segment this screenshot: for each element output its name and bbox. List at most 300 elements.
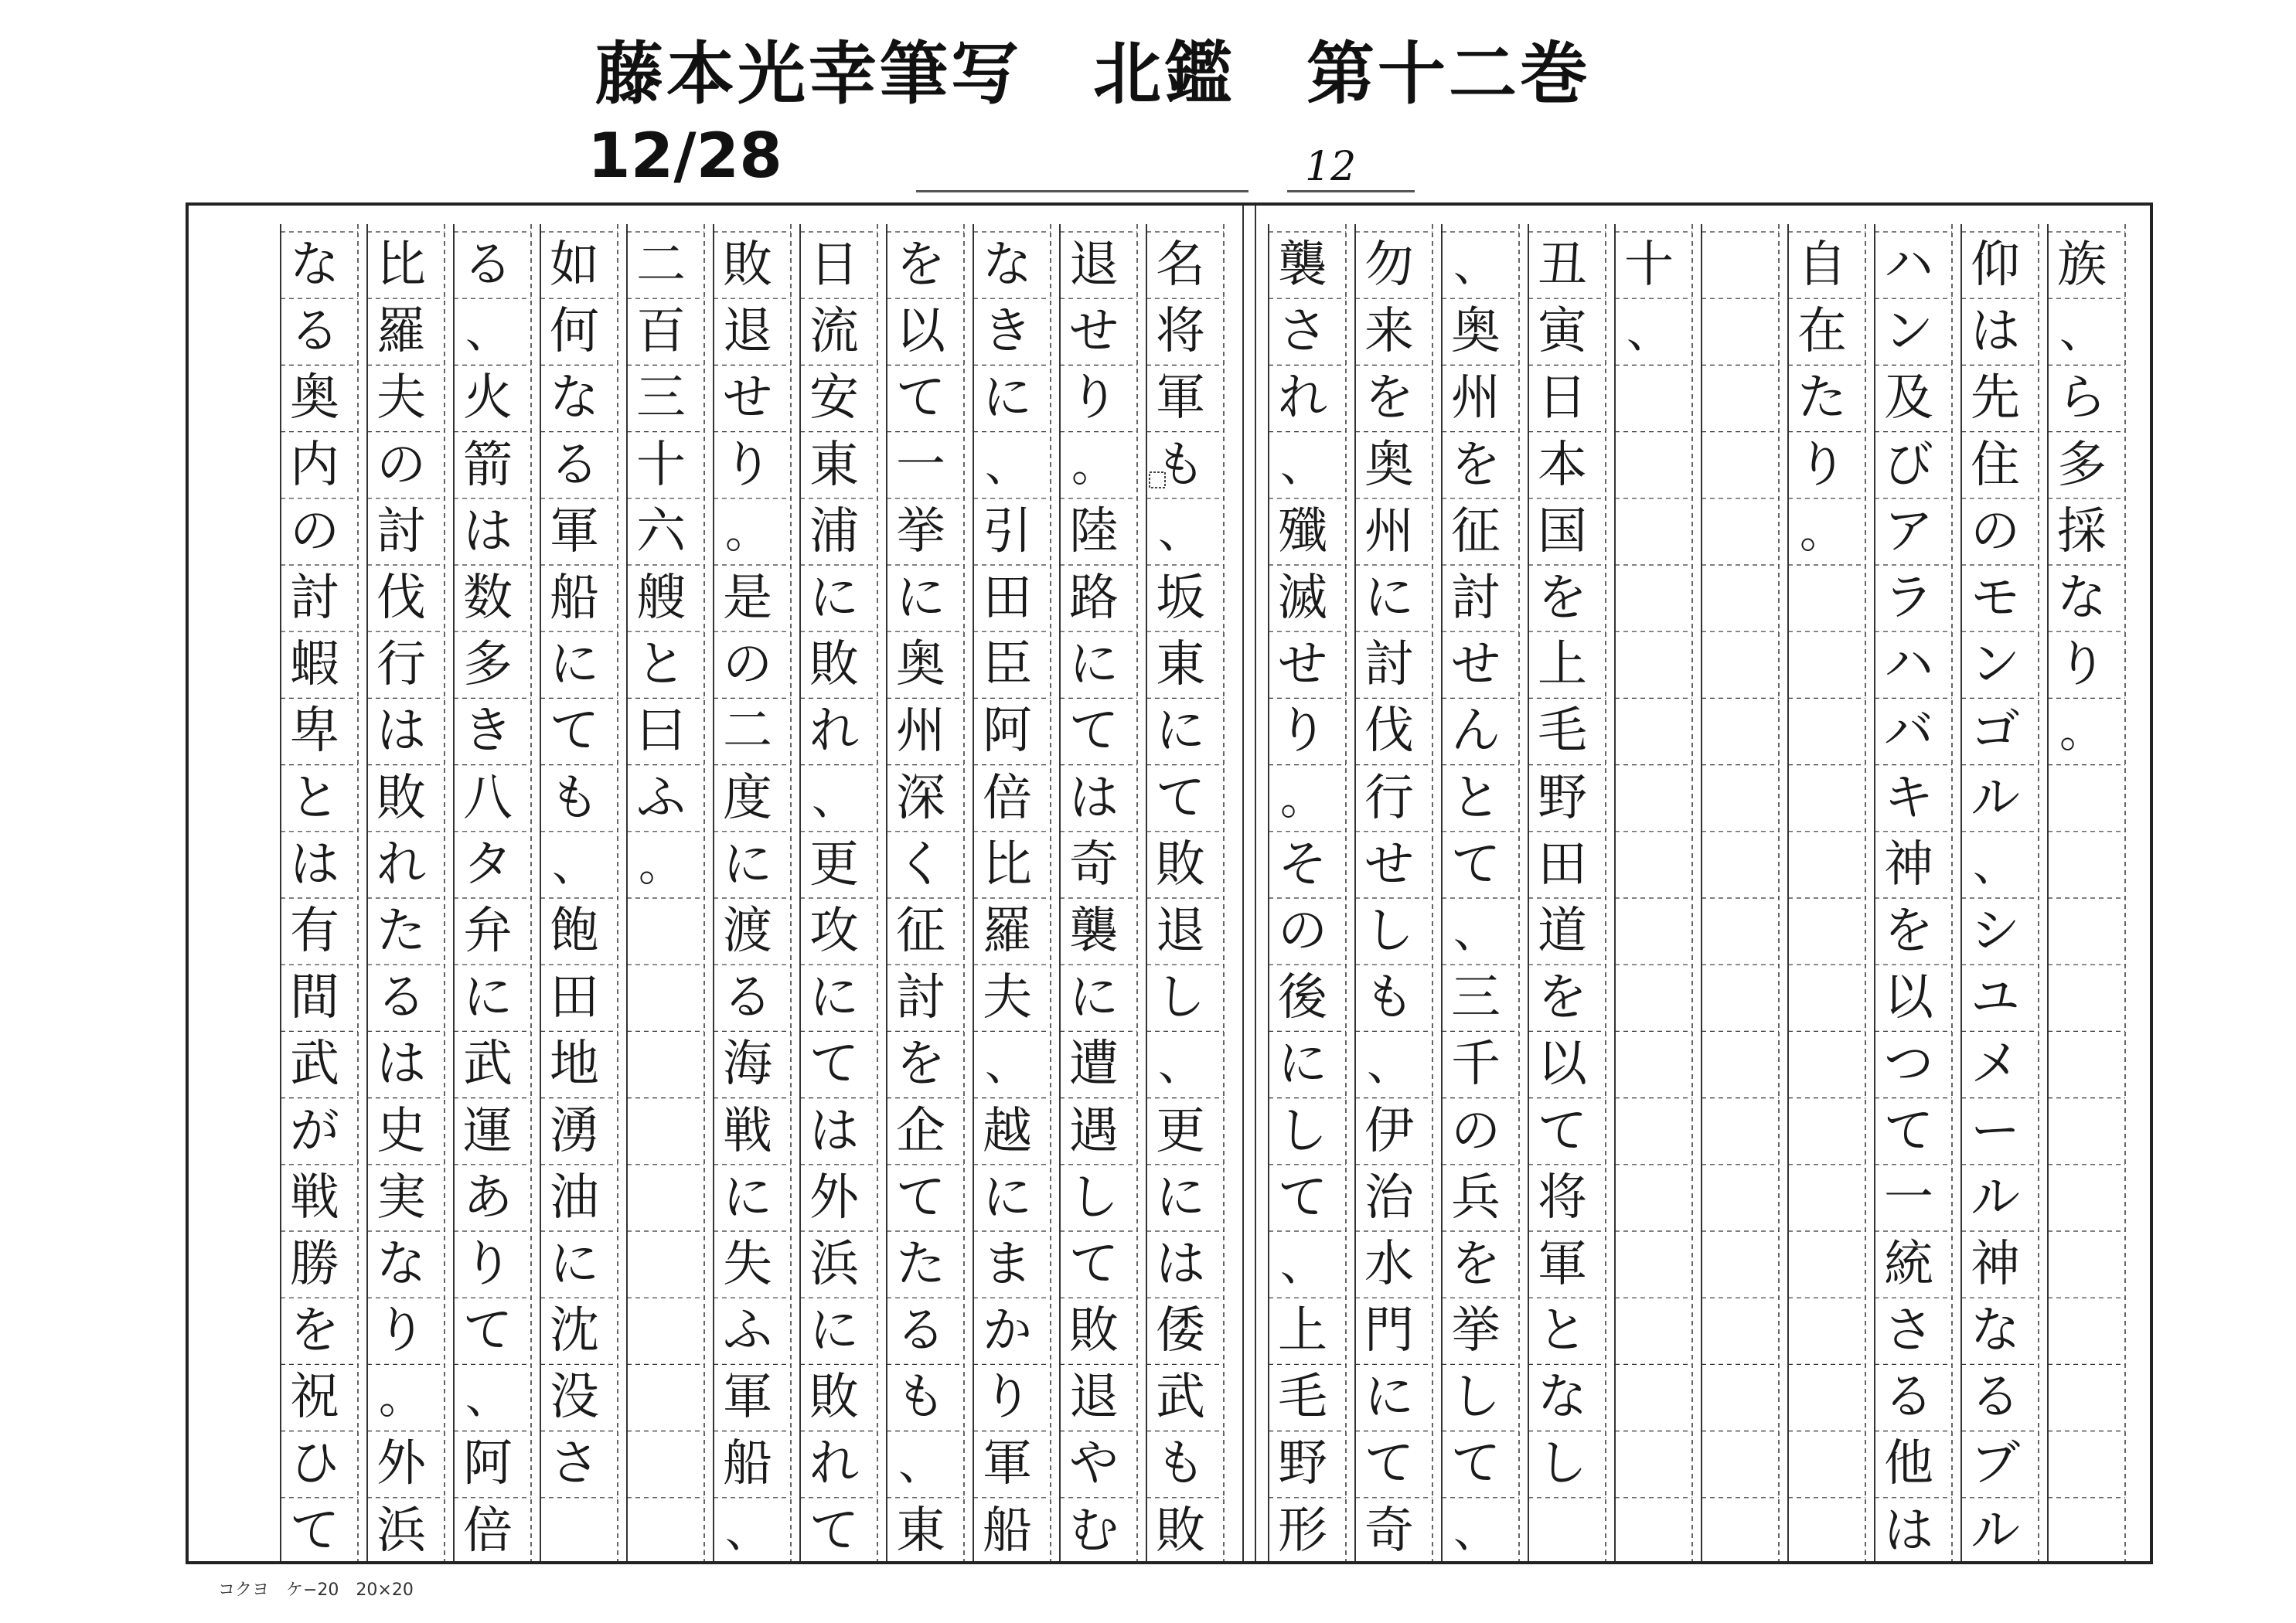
manuscript-cell: 征 [1451, 502, 1501, 560]
manuscript-cell: 地 [550, 1036, 599, 1094]
punch-hole-mark [1149, 471, 1166, 488]
manuscript-cell: な [550, 369, 599, 427]
manuscript-cell [622, 1165, 700, 1231]
manuscript-cell: 族 [2057, 236, 2107, 294]
manuscript-cell: ン [1884, 303, 1933, 361]
manuscript-cell: せ [1278, 636, 1327, 694]
manuscript-cell: そ [1278, 835, 1327, 893]
manuscript-cell: 、 [1972, 838, 2018, 891]
manuscript-cell: 軍 [723, 1369, 772, 1427]
manuscript-column [276, 232, 353, 1564]
manuscript-cell [1610, 965, 1688, 1031]
manuscript-cell: り [1278, 703, 1327, 760]
manuscript-cell: せ [723, 369, 772, 427]
manuscript-cell [1610, 698, 1688, 764]
manuscript-cell: 夫 [983, 969, 1032, 1027]
manuscript-cell: に [809, 1302, 859, 1360]
manuscript-cell: て [1069, 1235, 1119, 1293]
manuscript-cell: 軍 [1156, 369, 1205, 427]
manuscript-cell: 丑 [1538, 236, 1587, 294]
manuscript-cell: 討 [1364, 636, 1414, 694]
manuscript-cell: に [463, 969, 513, 1027]
manuscript-cell: ゴ [1971, 703, 2020, 760]
manuscript-cell: 戦 [290, 1169, 339, 1227]
manuscript-cell: 更 [1156, 1102, 1205, 1160]
manuscript-cell: 討 [1451, 570, 1501, 628]
manuscript-cell: 失 [723, 1235, 772, 1293]
manuscript-cell [1697, 1231, 1774, 1298]
manuscript-column [1610, 232, 1688, 1564]
manuscript-column [449, 232, 526, 1564]
manuscript-cell: の [723, 636, 772, 694]
manuscript-cell: 以 [896, 303, 945, 361]
manuscript-cell: 、 [984, 1038, 1030, 1091]
manuscript-cell: 攻 [809, 902, 859, 960]
manuscript-cell: 浦 [809, 502, 859, 560]
manuscript-column [882, 232, 959, 1564]
manuscript-cell: 路 [1069, 570, 1119, 628]
manuscript-cell: て [1451, 835, 1501, 893]
manuscript-cell: 十 [636, 436, 686, 494]
manuscript-cell: 浜 [809, 1235, 859, 1293]
manuscript-cell: り [1797, 436, 1847, 494]
manuscript-cell: し [1278, 1102, 1327, 1160]
manuscript-cell: 度 [723, 769, 772, 827]
manuscript-cell: く [896, 835, 945, 893]
manuscript-cell: ハ [1884, 636, 1933, 694]
manuscript-cell [1697, 365, 1774, 431]
manuscript-cell: 殲 [1278, 502, 1327, 560]
manuscript-cell: 敗 [1069, 1302, 1119, 1360]
manuscript-column [1264, 232, 1341, 1564]
manuscript-column [622, 232, 700, 1564]
manuscript-cell [622, 1431, 700, 1497]
manuscript-cell: 有 [290, 902, 339, 960]
manuscript-cell: 退 [1156, 902, 1205, 960]
manuscript-cell: に [723, 835, 772, 893]
manuscript-cell: ー [1971, 1102, 2020, 1160]
manuscript-cell: 征 [896, 902, 945, 960]
manuscript-cell: 多 [2057, 436, 2107, 494]
manuscript-cell: 。 [1071, 438, 1116, 492]
manuscript-cell [2043, 1431, 2121, 1497]
manuscript-cell: 野 [1538, 769, 1587, 827]
paper-label: コクヨ ケ−20 20×20 [218, 1580, 414, 1600]
manuscript-cell: 流 [809, 303, 859, 361]
manuscript-cell: 他 [1884, 1435, 1933, 1493]
manuscript-cell: な [290, 236, 339, 294]
manuscript-cell: 武 [1156, 1369, 1205, 1427]
manuscript-cell [2043, 1364, 2121, 1431]
manuscript-cell: 道 [1538, 902, 1587, 960]
manuscript-cell: 伐 [1364, 703, 1414, 760]
manuscript-cell [622, 1364, 700, 1431]
manuscript-cell: を [1451, 436, 1501, 494]
manuscript-cell [2043, 1097, 2121, 1164]
manuscript-cell [1783, 898, 1861, 965]
manuscript-column [1351, 232, 1428, 1564]
manuscript-cell: 敗 [1156, 1502, 1205, 1560]
manuscript-cell [1610, 1498, 1688, 1564]
manuscript-cell: を [1538, 969, 1587, 1027]
manuscript-cell: は [1156, 1235, 1205, 1293]
manuscript-cell: 日 [1538, 369, 1587, 427]
manuscript-cell: 仰 [1971, 236, 2020, 294]
manuscript-cell: 倍 [983, 769, 1032, 827]
manuscript-cell: は [1884, 1502, 1933, 1560]
manuscript-cell: 、 [2059, 305, 2104, 359]
manuscript-cell: 襲 [1278, 236, 1327, 294]
manuscript-cell [1610, 898, 1688, 965]
manuscript-cell: 先 [1971, 369, 2020, 427]
manuscript-cell [1697, 1298, 1774, 1364]
manuscript-cell: 飽 [550, 902, 599, 960]
manuscript-cell [1783, 1097, 1861, 1164]
manuscript-cell [622, 1498, 700, 1564]
manuscript-cell: れ [1278, 369, 1327, 427]
manuscript-cell: 奥 [896, 636, 945, 694]
manuscript-cell: さ [1884, 1302, 1933, 1360]
manuscript-cell: 。 [638, 838, 683, 891]
manuscript-cell: と [1538, 1302, 1587, 1360]
manuscript-cell [1783, 1498, 1861, 1564]
manuscript-cell: 、 [1279, 438, 1325, 492]
manuscript-cell [1610, 565, 1688, 631]
manuscript-cell: 三 [1451, 969, 1501, 1027]
manuscript-cell: き [463, 703, 513, 760]
manuscript-cell: り [463, 1235, 513, 1293]
manuscript-cell [1697, 1431, 1774, 1497]
manuscript-column [1870, 232, 1947, 1564]
manuscript-cell [2043, 898, 2121, 965]
manuscript-cell: に [1278, 1036, 1327, 1094]
manuscript-cell: は [376, 1036, 426, 1094]
manuscript-cell [1610, 1031, 1688, 1097]
manuscript-cell [1783, 565, 1861, 631]
manuscript-cell [1697, 965, 1774, 1031]
manuscript-cell: 門 [1364, 1302, 1414, 1360]
manuscript-cell: 来 [1364, 303, 1414, 361]
manuscript-cell: た [896, 1235, 945, 1293]
manuscript-cell: 船 [550, 570, 599, 628]
manuscript-cell: 。 [724, 505, 770, 558]
manuscript-cell: 。 [1279, 771, 1325, 825]
manuscript-cell: に [983, 1169, 1032, 1227]
manuscript-cell [1524, 1498, 1601, 1564]
manuscript-cell: て [1278, 1169, 1327, 1227]
manuscript-column [1524, 232, 1601, 1564]
manuscript-cell: 外 [809, 1169, 859, 1227]
manuscript-cell: を [896, 1036, 945, 1094]
manuscript-cell: も [550, 769, 599, 827]
manuscript-cell: 本 [1538, 436, 1587, 494]
manuscript-cell: し [1069, 1169, 1119, 1227]
manuscript-cell: の [1278, 902, 1327, 960]
manuscript-cell: ら [2057, 369, 2107, 427]
manuscript-cell: 日 [809, 236, 859, 294]
manuscript-cell: 。 [2059, 705, 2104, 758]
manuscript-cell: か [983, 1302, 1032, 1360]
manuscript-cell: ル [1971, 769, 2020, 827]
manuscript-cell [1610, 1097, 1688, 1164]
manuscript-cell: 蝦 [290, 636, 339, 694]
manuscript-cell: バ [1884, 703, 1933, 760]
manuscript-cell: 退 [1069, 1369, 1119, 1427]
manuscript-cell [1783, 965, 1861, 1031]
manuscript-cell [1783, 1364, 1861, 1431]
manuscript-cell: て [809, 1502, 859, 1560]
manuscript-cell: 神 [1971, 1235, 2020, 1293]
manuscript-cell: ン [1971, 636, 2020, 694]
manuscript-cell: 遭 [1069, 1036, 1119, 1094]
manuscript-cell: に [1156, 703, 1205, 760]
manuscript-cell: て [809, 1036, 859, 1094]
manuscript-cell: 倭 [1156, 1302, 1205, 1360]
manuscript-cell: ふ [723, 1302, 772, 1360]
manuscript-cell: 坂 [1156, 570, 1205, 628]
manuscript-cell: 弁 [463, 902, 513, 960]
manuscript-cell: た [376, 902, 426, 960]
manuscript-cell: 軍 [550, 502, 599, 560]
manuscript-cell: て [1156, 769, 1205, 827]
manuscript-cell: 火 [463, 369, 513, 427]
manuscript-cell: 艘 [636, 570, 686, 628]
manuscript-cell: ハ [1884, 236, 1933, 294]
manuscript-cell [1610, 1165, 1688, 1231]
manuscript-cell: も [1156, 436, 1205, 494]
manuscript-cell: 勝 [290, 1235, 339, 1293]
header-rule [1287, 190, 1415, 192]
manuscript-cell: 退 [723, 303, 772, 361]
manuscript-cell: 討 [290, 570, 339, 628]
manuscript-cell: 多 [463, 636, 513, 694]
manuscript-cell: 阿 [463, 1435, 513, 1493]
manuscript-cell: 、 [465, 305, 510, 359]
manuscript-cell: 陸 [1069, 502, 1119, 560]
manuscript-cell: や [1069, 1435, 1119, 1493]
manuscript-cell: て [463, 1302, 513, 1360]
manuscript-cell: の [376, 436, 426, 494]
manuscript-cell: る [290, 303, 339, 361]
manuscript-cell: 数 [463, 570, 513, 628]
manuscript-cell: 挙 [896, 502, 945, 560]
manuscript-cell: ラ [1884, 570, 1933, 628]
manuscript-cell: 東 [1156, 636, 1205, 694]
manuscript-cell: メ [1971, 1036, 2020, 1094]
manuscript-cell: 、 [1453, 1504, 1498, 1557]
manuscript-cell: タ [463, 835, 513, 893]
manuscript-cell: 将 [1538, 1169, 1587, 1227]
manuscript-cell: を [1364, 369, 1414, 427]
manuscript-cell: な [376, 1235, 426, 1293]
manuscript-cell: 形 [1278, 1502, 1327, 1560]
manuscript-cell: ア [1884, 502, 1933, 560]
manuscript-cell: 実 [376, 1169, 426, 1227]
manuscript-cell: 治 [1364, 1169, 1414, 1227]
manuscript-column [795, 232, 873, 1564]
manuscript-cell: き [983, 303, 1032, 361]
manuscript-cell: 内 [290, 436, 339, 494]
manuscript-column [969, 232, 1046, 1564]
manuscript-cell: 名 [1156, 236, 1205, 294]
manuscript-cell: 。 [378, 1371, 424, 1424]
manuscript-cell: 、 [1279, 1237, 1325, 1291]
manuscript-cell [1783, 1231, 1861, 1298]
date-label: 12/28 [588, 120, 782, 192]
manuscript-cell: び [1884, 436, 1933, 494]
manuscript-cell: 遇 [1069, 1102, 1119, 1160]
manuscript-cell: に [809, 969, 859, 1027]
manuscript-cell: 奥 [1364, 436, 1414, 494]
manuscript-cell: さ [550, 1435, 599, 1493]
manuscript-cell [1783, 1165, 1861, 1231]
manuscript-cell: 、 [811, 771, 857, 825]
manuscript-cell: ユ [1971, 969, 2020, 1027]
manuscript-cell: 間 [290, 969, 339, 1027]
manuscript-cell: と [1451, 769, 1501, 827]
manuscript-cell: 奇 [1364, 1502, 1414, 1560]
manuscript-cell: 二 [723, 703, 772, 760]
manuscript-cell: 二 [636, 236, 686, 294]
manuscript-cell: 武 [463, 1036, 513, 1094]
manuscript-cell: 三 [636, 369, 686, 427]
manuscript-cell: 以 [1884, 969, 1933, 1027]
manuscript-cell: 船 [983, 1502, 1032, 1560]
manuscript-cell [1783, 1298, 1861, 1364]
manuscript-cell [1697, 1498, 1774, 1564]
manuscript-cell: ま [983, 1235, 1032, 1293]
manuscript-cell: る [550, 436, 599, 494]
manuscript-cell: 毛 [1278, 1369, 1327, 1427]
manuscript-column [709, 232, 786, 1564]
manuscript-cell: に [1069, 636, 1119, 694]
page-title: 藤本光幸筆写 北鑑 第十二巻 [595, 34, 1592, 114]
manuscript-cell: に [983, 369, 1032, 427]
manuscript-column [1697, 232, 1774, 1564]
manuscript-cell [2043, 1165, 2121, 1231]
manuscript-cell: の [1971, 502, 2020, 560]
manuscript-sheet [186, 202, 2153, 1564]
manuscript-cell [1610, 365, 1688, 431]
manuscript-cell: な [983, 236, 1032, 294]
manuscript-cell [622, 965, 700, 1031]
manuscript-cell [1610, 1231, 1688, 1298]
manuscript-cell: な [2057, 570, 2107, 628]
manuscript-cell: 運 [463, 1102, 513, 1160]
manuscript-cell [2043, 1031, 2121, 1097]
manuscript-cell: さ [1278, 303, 1327, 361]
manuscript-cell: る [1884, 1369, 1933, 1427]
manuscript-cell: に [550, 636, 599, 694]
manuscript-cell: 十 [1624, 236, 1674, 294]
manuscript-cell [536, 1498, 613, 1564]
manuscript-cell: 神 [1884, 835, 1933, 893]
manuscript-cell: て [896, 369, 945, 427]
manuscript-cell: 。 [1799, 505, 1845, 558]
manuscript-cell: 田 [1538, 835, 1587, 893]
manuscript-cell: 寅 [1538, 303, 1587, 361]
manuscript-cell [1783, 765, 1861, 832]
manuscript-cell: 夫 [376, 369, 426, 427]
manuscript-cell: 奥 [1451, 303, 1501, 361]
manuscript-cell: 祝 [290, 1369, 339, 1427]
manuscript-cell: 敗 [809, 1369, 859, 1427]
manuscript-cell: に [896, 570, 945, 628]
manuscript-cell: 比 [376, 236, 426, 294]
manuscript-cell: な [1971, 1302, 2020, 1360]
manuscript-cell: 東 [809, 436, 859, 494]
manuscript-cell: 州 [1451, 369, 1501, 427]
manuscript-cell [1610, 432, 1688, 498]
manuscript-cell [1697, 1165, 1774, 1231]
manuscript-cell: 戦 [723, 1102, 772, 1160]
manuscript-cell: 行 [1364, 769, 1414, 827]
manuscript-cell: て [1538, 1102, 1587, 1160]
manuscript-cell: れ [809, 703, 859, 760]
manuscript-cell: 、 [1157, 505, 1203, 558]
manuscript-cell: 敗 [809, 636, 859, 694]
manuscript-cell: 曰 [636, 703, 686, 760]
manuscript-cell: 水 [1364, 1235, 1414, 1293]
manuscript-cell: 採 [2057, 502, 2107, 560]
manuscript-cell: は [1971, 303, 2020, 361]
manuscript-cell: り [376, 1302, 426, 1360]
manuscript-cell: は [376, 703, 426, 760]
manuscript-cell: 州 [1364, 502, 1414, 560]
manuscript-cell: 、 [1366, 1038, 1412, 1091]
manuscript-cell: 挙 [1451, 1302, 1501, 1360]
manuscript-column [363, 232, 440, 1564]
manuscript-cell: て [896, 1169, 945, 1227]
manuscript-cell: 伐 [376, 570, 426, 628]
manuscript-cell: 、 [1626, 305, 1671, 359]
manuscript-cell: 敗 [376, 769, 426, 827]
page-number: 12 [1305, 144, 1357, 190]
manuscript-column [1142, 232, 1219, 1564]
manuscript-cell: 軍 [1538, 1235, 1587, 1293]
manuscript-cell [2043, 765, 2121, 832]
manuscript-column [1783, 232, 1861, 1564]
manuscript-cell: 是 [723, 570, 772, 628]
manuscript-cell: 上 [1278, 1302, 1327, 1360]
manuscript-cell: シ [1971, 902, 2020, 960]
manuscript-cell: あ [463, 1169, 513, 1227]
manuscript-cell: 及 [1884, 369, 1933, 427]
manuscript-cell: せ [1364, 835, 1414, 893]
manuscript-cell [1783, 698, 1861, 764]
manuscript-cell: は [463, 502, 513, 560]
manuscript-cell: な [1538, 1369, 1587, 1427]
manuscript-cell: 討 [376, 502, 426, 560]
manuscript-cell [622, 1231, 700, 1298]
manuscript-cell: 阿 [983, 703, 1032, 760]
manuscript-cell: に [550, 1235, 599, 1293]
manuscript-cell: 引 [983, 502, 1032, 560]
manuscript-cell: 、 [898, 1438, 943, 1491]
manuscript-cell [2043, 1231, 2121, 1298]
manuscript-cell: り [2057, 636, 2107, 694]
manuscript-cell: も [1156, 1435, 1205, 1493]
manuscript-cell: せ [1451, 636, 1501, 694]
manuscript-cell: り [983, 1369, 1032, 1427]
manuscript-cell: 渡 [723, 902, 772, 960]
header-rule [916, 190, 1248, 192]
manuscript-cell: 、 [1453, 239, 1498, 292]
manuscript-cell: も [1364, 969, 1414, 1027]
manuscript-cell: 行 [376, 636, 426, 694]
manuscript-cell: 在 [1797, 303, 1847, 361]
manuscript-cell: 軍 [983, 1435, 1032, 1493]
